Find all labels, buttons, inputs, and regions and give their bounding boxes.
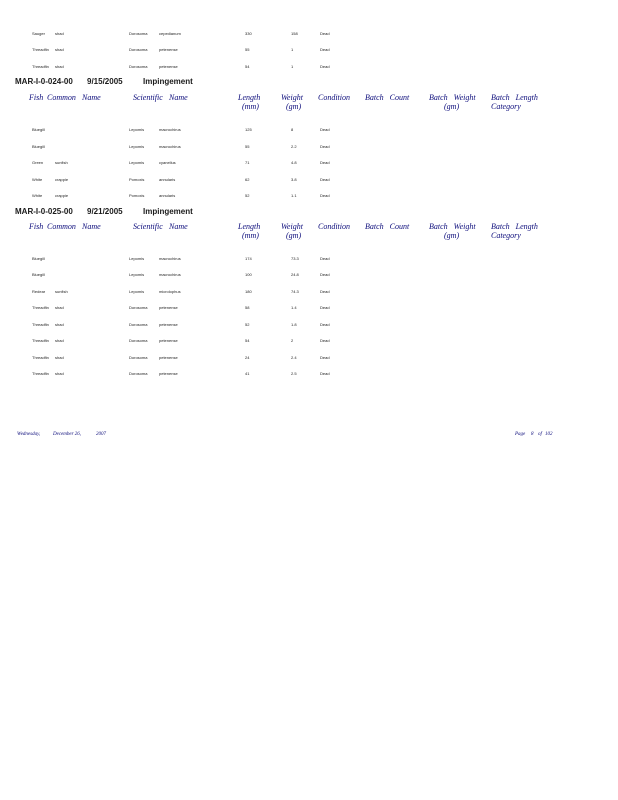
cell-fish: White <box>32 193 43 198</box>
cell-condition: Dead <box>320 338 330 343</box>
cell-fish: White <box>32 177 43 182</box>
cell-genus: Lepomis <box>129 160 145 165</box>
cell-weight: 73.3 <box>291 256 299 261</box>
cell-species: petenense <box>159 305 178 310</box>
cell-species: petenense <box>159 355 178 360</box>
cell-species: petenense <box>159 47 178 52</box>
cell-fish: Threadfin <box>32 371 49 376</box>
cell-species: petenense <box>159 338 178 343</box>
sample-date: 9/21/2005 <box>87 207 123 216</box>
footer-of: of <box>538 432 542 437</box>
col-sci-name: Name <box>169 93 188 102</box>
cell-species: macrochirus <box>159 144 181 149</box>
cell-genus: Dorosoma <box>129 31 148 36</box>
cell-species: macrochirus <box>159 127 181 132</box>
cell-genus: Lepomis <box>129 256 145 261</box>
cell-species: microlophus <box>159 289 181 294</box>
cell-species: petenense <box>159 322 178 327</box>
cell-length: 125 <box>245 127 252 132</box>
cell-genus: Pomoxis <box>129 193 145 198</box>
cell-common: shad <box>55 47 64 52</box>
cell-genus: Pomoxis <box>129 177 145 182</box>
col-scientific: Scientific <box>133 93 163 102</box>
cell-genus: Lepomis <box>129 272 145 277</box>
cell-condition: Dead <box>320 305 330 310</box>
cell-species: annularis <box>159 193 176 198</box>
cell-common: shad <box>55 322 64 327</box>
cell-genus: Dorosoma <box>129 338 148 343</box>
cell-length: 54 <box>245 64 250 69</box>
cell-common: crappie <box>55 193 69 198</box>
col-condition: Condition <box>318 222 351 231</box>
sample-header <box>0 77 618 89</box>
cell-condition: Dead <box>320 160 330 165</box>
cell-common: sunfish <box>55 160 68 165</box>
col-length: Length (mm) <box>238 222 261 240</box>
cell-length: 71 <box>245 160 250 165</box>
col-fish: Fish <box>29 222 44 231</box>
cell-species: annularis <box>159 177 176 182</box>
cell-condition: Dead <box>320 371 330 376</box>
sample-date: 9/15/2005 <box>87 77 123 86</box>
cell-fish: Threadfin <box>32 338 49 343</box>
footer-page-total: 102 <box>545 432 553 437</box>
col-batch-weight: Batch Weight (gm) <box>429 222 476 240</box>
cell-genus: Lepomis <box>129 289 145 294</box>
cell-species: macrochirus <box>159 256 181 261</box>
cell-weight: 158 <box>291 31 298 36</box>
cell-species: petenense <box>159 371 178 376</box>
col-batch-length: Batch Length Category <box>491 222 538 240</box>
cell-genus: Dorosoma <box>129 64 148 69</box>
table-row <box>0 305 618 315</box>
cell-length: 54 <box>245 338 250 343</box>
cell-common: shad <box>55 371 64 376</box>
cell-common: shad <box>55 31 64 36</box>
cell-fish: Threadfin <box>32 305 49 310</box>
cell-weight: 2.2 <box>291 144 297 149</box>
cell-weight: 8 <box>291 127 294 132</box>
cell-length: 55 <box>245 144 250 149</box>
table-row <box>0 256 618 266</box>
col-length: Length (mm) <box>238 93 261 111</box>
cell-species: macrochirus <box>159 272 181 277</box>
cell-genus: Dorosoma <box>129 355 148 360</box>
cell-condition: Dead <box>320 322 330 327</box>
cell-condition: Dead <box>320 47 330 52</box>
col-common: Common <box>47 222 76 231</box>
column-header-row <box>0 93 618 113</box>
cell-fish: Bluegill <box>32 272 45 277</box>
cell-length: 41 <box>245 371 250 376</box>
table-row <box>0 31 618 41</box>
cell-species: petenense <box>159 64 178 69</box>
cell-genus: Lepomis <box>129 144 145 149</box>
cell-length: 330 <box>245 31 252 36</box>
table-row <box>0 289 618 299</box>
sample-id: MAR-I-0-024-00 <box>15 77 73 86</box>
cell-condition: Dead <box>320 272 330 277</box>
cell-condition: Dead <box>320 127 330 132</box>
cell-fish: Redear <box>32 289 46 294</box>
col-weight: Weight (gm) <box>281 222 303 240</box>
sample-header <box>0 207 618 219</box>
cell-common: shad <box>55 338 64 343</box>
cell-fish: Threadfin <box>32 355 49 360</box>
footer-page-label: Page <box>515 432 526 437</box>
cell-weight: 1 <box>291 64 294 69</box>
cell-condition: Dead <box>320 64 330 69</box>
cell-weight: 24.8 <box>291 272 299 277</box>
table-row <box>0 177 618 187</box>
col-batch-count: Batch Count <box>365 222 410 231</box>
cell-common: shad <box>55 355 64 360</box>
footer-month-day: December 26, <box>53 432 82 437</box>
footer-year: 2007 <box>96 432 106 437</box>
cell-fish: Bluegill <box>32 127 45 132</box>
cell-common: shad <box>55 64 64 69</box>
cell-condition: Dead <box>320 256 330 261</box>
cell-condition: Dead <box>320 289 330 294</box>
cell-genus: Lepomis <box>129 127 145 132</box>
cell-weight: 1.1 <box>291 193 297 198</box>
cell-weight: 1.8 <box>291 322 297 327</box>
column-header-row <box>0 222 618 242</box>
cell-length: 52 <box>245 193 250 198</box>
table-row <box>0 338 618 348</box>
cell-length: 24 <box>245 355 250 360</box>
cell-weight: 3.8 <box>291 177 297 182</box>
cell-condition: Dead <box>320 355 330 360</box>
cell-length: 100 <box>245 272 252 277</box>
cell-fish: Sauger <box>32 31 45 36</box>
cell-weight: 2.5 <box>291 371 297 376</box>
cell-fish: Green <box>32 160 44 165</box>
col-name: Name <box>82 222 101 231</box>
cell-condition: Dead <box>320 193 330 198</box>
table-row <box>0 160 618 170</box>
table-row <box>0 127 618 137</box>
col-condition: Condition <box>318 93 351 102</box>
table-row <box>0 355 618 365</box>
cell-genus: Dorosoma <box>129 322 148 327</box>
table-row <box>0 144 618 154</box>
table-row <box>0 47 618 57</box>
cell-condition: Dead <box>320 31 330 36</box>
col-batch-length: Batch Length Category <box>491 93 538 111</box>
cell-fish: Threadfin <box>32 322 49 327</box>
cell-weight: 1.4 <box>291 305 297 310</box>
cell-genus: Dorosoma <box>129 47 148 52</box>
col-fish: Fish <box>29 93 44 102</box>
sample-type: Impingement <box>143 77 193 86</box>
cell-weight: 74.3 <box>291 289 299 294</box>
cell-genus: Dorosoma <box>129 305 148 310</box>
cell-species: cepedianum <box>159 31 181 36</box>
table-row <box>0 322 618 332</box>
col-common: Common <box>47 93 76 102</box>
cell-condition: Dead <box>320 177 330 182</box>
cell-condition: Dead <box>320 144 330 149</box>
sample-type: Impingement <box>143 207 193 216</box>
cell-weight: 1 <box>291 47 294 52</box>
cell-fish: Threadfin <box>32 64 49 69</box>
col-batch-weight: Batch Weight (gm) <box>429 93 476 111</box>
table-row <box>0 371 618 381</box>
col-name: Name <box>82 93 101 102</box>
cell-length: 62 <box>245 177 250 182</box>
cell-common: crappie <box>55 177 69 182</box>
cell-length: 55 <box>245 47 250 52</box>
cell-weight: 2.4 <box>291 355 297 360</box>
cell-fish: Threadfin <box>32 47 49 52</box>
cell-genus: Dorosoma <box>129 371 148 376</box>
cell-fish: Bluegill <box>32 256 45 261</box>
cell-weight: 2 <box>291 338 294 343</box>
table-row <box>0 64 618 74</box>
cell-common: shad <box>55 305 64 310</box>
cell-common: sunfish <box>55 289 68 294</box>
cell-weight: 4.8 <box>291 160 297 165</box>
col-weight: Weight (gm) <box>281 93 303 111</box>
col-scientific: Scientific <box>133 222 163 231</box>
footer-page-number: 8 <box>531 432 534 437</box>
col-batch-count: Batch Count <box>365 93 410 102</box>
footer-day: Wednesday, <box>17 432 41 437</box>
cell-length: 58 <box>245 305 250 310</box>
cell-fish: Bluegill <box>32 144 45 149</box>
cell-length: 174 <box>245 256 252 261</box>
table-row <box>0 272 618 282</box>
cell-length: 52 <box>245 322 250 327</box>
cell-species: cyanellus <box>159 160 176 165</box>
table-row <box>0 193 618 203</box>
sample-id: MAR-I-0-025-00 <box>15 207 73 216</box>
col-sci-name: Name <box>169 222 188 231</box>
cell-length: 180 <box>245 289 252 294</box>
